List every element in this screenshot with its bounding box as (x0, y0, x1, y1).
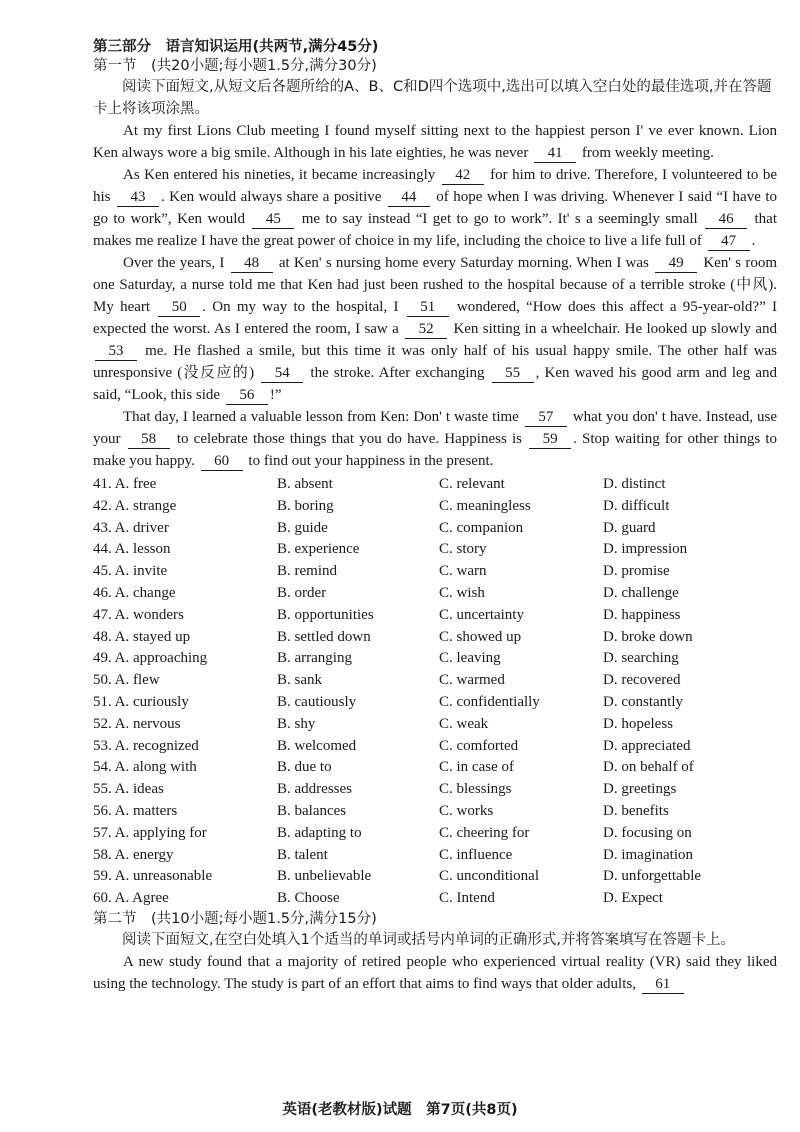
option-choice: 49. A. approaching (93, 650, 208, 667)
exam-page (93, 38, 777, 995)
option-row (93, 692, 777, 714)
option-choice: 55. A. ideas (93, 781, 164, 798)
option-choice: B. talent (277, 846, 328, 863)
option-choice: 48. A. stayed up (93, 628, 191, 645)
option-row (93, 823, 777, 845)
passage1-paragraph: At my first Lions Club meeting I found myself sitting next to the happiest person I' ve ever known. Lion Ken always wore a big smile. Although in his late eighties, he was never 41 from weekly meeting. (93, 123, 777, 161)
option-choice: D. unforgettable (603, 868, 702, 885)
option-row (93, 539, 777, 561)
option-choice: 43. A. driver (93, 519, 169, 536)
blank-41: 41 (534, 145, 576, 163)
option-choice: C. comforted (439, 737, 519, 754)
blank-52: 52 (405, 321, 447, 339)
option-choice: 45. A. invite (93, 563, 168, 580)
option-choice: C. uncertainty (439, 606, 524, 623)
option-choice: C. warn (439, 563, 487, 580)
blank-50: 50 (158, 299, 200, 317)
blank-57: 57 (525, 409, 567, 427)
option-row (93, 561, 777, 583)
option-choice: D. on behalf of (603, 759, 694, 776)
option-choice: 41. A. free (93, 476, 157, 492)
option-choice: D. constantly (603, 693, 683, 710)
blank-55: 55 (492, 365, 534, 383)
blank-44: 44 (388, 189, 430, 207)
option-choice: B. due to (277, 759, 332, 776)
passage2-paragraph: A new study found that a majority of retired people who experienced virtual reality (VR) said they liked using the technology. The study is part of an effort that aims to find ways that older adults, 61 (93, 953, 777, 992)
option-choice: B. absent (277, 476, 333, 492)
section2-title: 第二节 (共10小题;每小题1.5分,满分15分) (93, 910, 377, 927)
option-choice: C. influence (439, 846, 513, 863)
section1-title: 第一节 (共20小题;每小题1.5分,满分30分) (93, 58, 377, 74)
blank-54: 54 (261, 365, 303, 383)
option-row (93, 583, 777, 605)
section1-instruction: 阅读下面短文,从短文后各题所给的A、B、C和D四个选项中,选出可以填入空白处的最佳选项,并在答题卡上将该项涂黑。 (93, 79, 772, 117)
option-choice: C. showed up (439, 628, 522, 645)
section2-instruction: 阅读下面短文,在空白处填入1个适当的单词或括号内单词的正确形式,并将答案填写在答题卡上。 (122, 931, 735, 948)
option-choice: B. addresses (277, 781, 352, 798)
passage1-paragraph: Over the years, I 48 at Ken' s nursing home every Saturday morning. When I was 49 Ken' s room one Saturday, a nurse told me that Ken had just been rushed to the hospital because of a terrible stroke (中风). My heart 50 . On my way to the hospital, I 51 wondered, “How does this affect a 95-year-old?” I expected the worst. As I entered the room, I saw a 52 Ken sitting in a wheelchair. He looked up slowly and 53 me. He flashed a smile, but this time it was only half of his usual happy smile. The other half was unresponsive (没反应的) 54 the stroke. After exchanging 55 , Ken waved his good arm and leg and said, “Look, this side 56 !” (93, 255, 777, 403)
option-choice: B. cautiously (277, 693, 357, 710)
option-row (93, 866, 777, 888)
option-choice: C. wish (439, 584, 485, 601)
option-choice: 47. A. wonders (93, 606, 184, 623)
option-choice: B. order (277, 584, 327, 601)
option-row (93, 736, 777, 758)
blank-61: 61 (642, 976, 684, 994)
option-choice: C. story (439, 541, 487, 558)
passage1-paragraph: As Ken entered his nineties, it became increasingly 42 for him to drive. Therefore, I volunteered to be his 43 . Ken would always share a positive 44 of hope when I was driving. Whenever I said “I have to go to work”, Ken would 45 me to say instead “I get to go to work”. It' s a seemingly small 46 that makes me realize I have the great power of choice in my life, including the choice to live a life full of 47 . (93, 167, 777, 249)
blank-49: 49 (655, 255, 697, 273)
blank-46: 46 (705, 211, 747, 229)
option-choice: D. Expect (603, 890, 663, 907)
option-choice: 57. A. applying for (93, 824, 207, 841)
option-row (93, 757, 777, 779)
option-choice: 53. A. recognized (93, 737, 199, 754)
option-choice: 50. A. flew (93, 672, 160, 689)
option-choice: B. unbelievable (277, 868, 372, 885)
option-row (93, 845, 777, 867)
option-choice: C. leaving (439, 650, 501, 667)
option-choice: B. remind (277, 563, 337, 580)
option-choice: C. warmed (439, 672, 505, 689)
option-choice: C. weak (439, 715, 489, 732)
option-row (93, 518, 777, 540)
option-choice: C. companion (439, 519, 524, 536)
blank-42: 42 (442, 167, 484, 185)
option-row (93, 888, 777, 910)
option-row (93, 496, 777, 518)
option-choice: C. confidentially (439, 693, 540, 710)
option-choice: D. searching (603, 650, 679, 667)
blank-45: 45 (252, 211, 294, 229)
option-choice: B. shy (277, 715, 316, 732)
option-choice: C. in case of (439, 759, 514, 776)
option-choice: C. Intend (439, 890, 495, 907)
option-choice: 52. A. nervous (93, 715, 181, 732)
option-choice: D. focusing on (603, 824, 692, 841)
option-choice: 59. A. unreasonable (93, 868, 213, 885)
option-choice: B. settled down (277, 628, 371, 645)
option-row (93, 670, 777, 692)
blank-58: 58 (128, 431, 170, 449)
option-choice: 54. A. along with (93, 759, 197, 776)
option-choice: D. broke down (603, 628, 693, 645)
option-choice: 46. A. change (93, 584, 176, 601)
options-list (93, 474, 777, 910)
option-choice: 58. A. energy (93, 846, 174, 863)
option-choice: B. boring (277, 497, 334, 514)
option-choice: D. challenge (603, 584, 679, 601)
blank-43: 43 (117, 189, 159, 207)
blank-59: 59 (529, 431, 571, 449)
option-choice: C. cheering for (439, 824, 530, 841)
option-choice: B. arranging (277, 650, 352, 667)
option-row (93, 648, 777, 670)
option-row (93, 779, 777, 801)
option-choice: D. happiness (603, 606, 681, 623)
option-choice: 60. A. Agree (93, 890, 169, 907)
option-choice: B. sank (277, 672, 322, 689)
option-choice: D. guard (603, 519, 656, 536)
blank-48: 48 (231, 255, 273, 273)
option-row (93, 605, 777, 627)
option-choice: B. guide (277, 519, 328, 536)
page-footer: 英语(老教材版)试题 第7页(共8页) (282, 1102, 518, 1118)
part-title: 第三部分 语言知识运用(共两节,满分45分) (93, 39, 379, 55)
option-choice: C. relevant (439, 476, 505, 492)
option-choice: B. experience (277, 541, 360, 558)
option-choice: B. welcomed (277, 737, 357, 754)
option-choice: D. appreciated (603, 737, 691, 754)
option-choice: D. difficult (603, 497, 670, 514)
option-choice: C. works (439, 802, 494, 819)
option-choice: D. greetings (603, 781, 677, 798)
blank-53: 53 (95, 343, 137, 361)
option-choice: 42. A. strange (93, 497, 177, 514)
option-row (93, 801, 777, 823)
option-choice: B. Choose (277, 890, 340, 907)
option-choice: D. imagination (603, 846, 693, 863)
passage1-paragraph: That day, I learned a valuable lesson from Ken: Don' t waste time 57 what you don' t have. Instead, use your 58 to celebrate those things that you do have. Happiness is 59 . Stop waiting for other things to make you happy. 60 to find out your happiness in the present. (93, 409, 777, 469)
option-choice: D. promise (603, 563, 670, 580)
option-choice: 51. A. curiously (93, 693, 189, 710)
blank-51: 51 (407, 299, 449, 317)
option-row (93, 474, 777, 496)
option-choice: C. meaningless (439, 497, 531, 514)
option-row (93, 627, 777, 649)
option-row (93, 714, 777, 736)
blank-56: 56 (226, 387, 268, 405)
option-choice: D. hopeless (603, 715, 673, 732)
option-choice: B. adapting to (277, 824, 362, 841)
option-choice: C. blessings (439, 781, 512, 798)
option-choice: D. impression (603, 541, 688, 558)
option-choice: D. benefits (603, 802, 669, 819)
option-choice: C. unconditional (439, 868, 539, 885)
blank-60: 60 (201, 453, 243, 471)
option-choice: D. distinct (603, 476, 666, 492)
option-choice: B. balances (277, 802, 347, 819)
option-choice: B. opportunities (277, 606, 374, 623)
option-choice: D. recovered (603, 672, 681, 689)
blank-47: 47 (708, 233, 750, 251)
option-choice: 56. A. matters (93, 802, 178, 819)
option-choice: 44. A. lesson (93, 541, 171, 558)
